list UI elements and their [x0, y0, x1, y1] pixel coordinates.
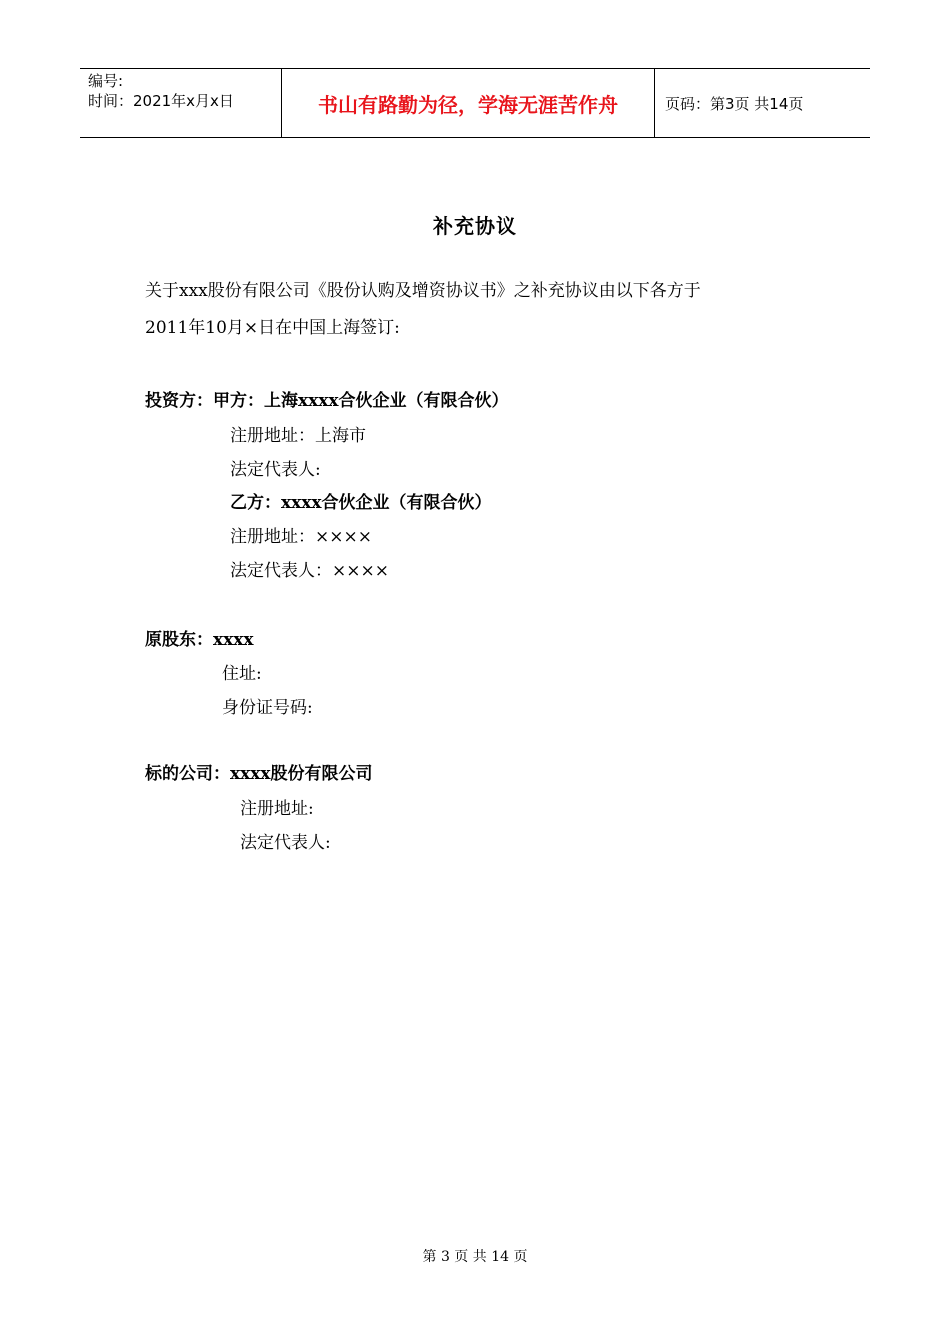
header-info-cell	[80, 69, 282, 137]
document-title: 补充协议	[433, 214, 517, 238]
party-a-address: 注册地址：上海市	[230, 426, 366, 446]
shareholder-id-number: 身份证号码:	[222, 698, 313, 718]
number-label: 编号:	[88, 72, 124, 90]
header-table	[80, 68, 870, 138]
party-b-address: 注册地址：××××	[230, 527, 372, 547]
intro-line-2: 2011年10月×日在中国上海签订:	[145, 318, 400, 338]
party-b-representative: 法定代表人：××××	[230, 561, 389, 581]
intro-line-1: 关于xxx股份有限公司《股份认购及增资协议书》之补充协议由以下各方于	[145, 281, 701, 301]
time-label: 时间：2021年x月x日	[88, 92, 234, 110]
investor-party-a-heading: 投资方：甲方：上海xxxx合伙企业（有限合伙）	[145, 391, 509, 411]
header-motto: 书山有路勤为径，学海无涯苦作舟	[282, 69, 655, 137]
shareholder-address: 住址:	[222, 664, 262, 684]
footer-page-number: 第 3 页 共 14 页	[422, 1249, 528, 1265]
header-page-label: 页码：第3页 共14页	[665, 94, 804, 113]
target-company-address: 注册地址:	[240, 799, 314, 819]
target-company-heading: 标的公司：xxxx股份有限公司	[145, 764, 373, 784]
party-b-heading: 乙方：xxxx合伙企业（有限合伙）	[230, 493, 492, 513]
party-a-representative: 法定代表人:	[230, 460, 321, 480]
target-company-representative: 法定代表人:	[240, 833, 331, 853]
shareholder-heading: 原股东：xxxx	[145, 630, 254, 650]
